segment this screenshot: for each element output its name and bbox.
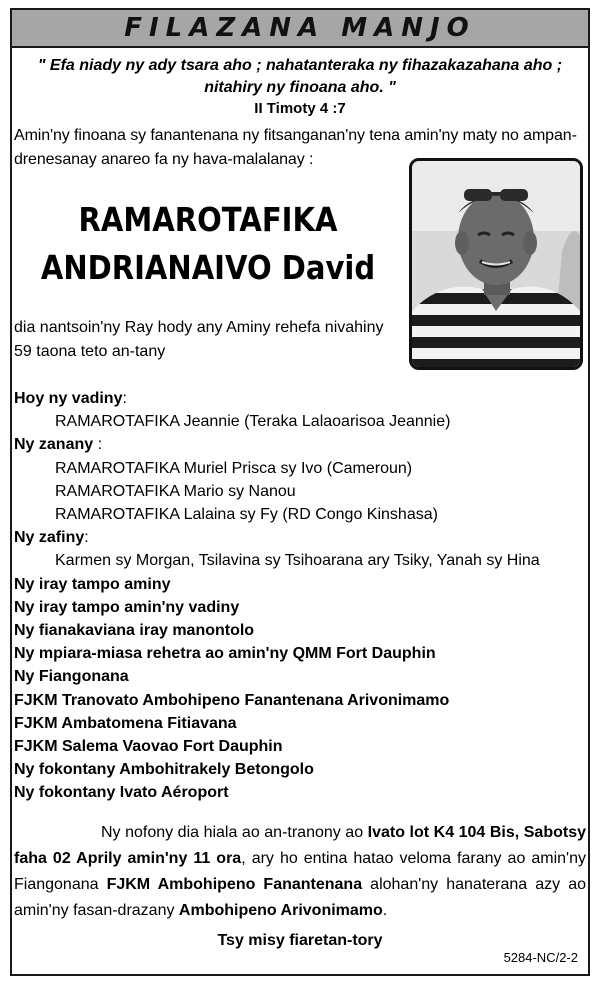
spouse-label: Hoy ny vadiny: [14, 390, 123, 407]
other-mourner: Ny mpiara-miasa rehetra ao amin'ny QMM Fort Dauphin: [14, 645, 436, 663]
other-mourner: Ny Fiangonana: [14, 668, 129, 686]
children-heading: [14, 433, 590, 456]
other-mourner: Ny fokontany Ivato Aéroport: [14, 784, 229, 802]
family-list: [14, 387, 590, 805]
reference-code: 5284-NC/2-2: [503, 950, 578, 965]
death-line-2: 59 taona teto an-tany: [14, 343, 166, 360]
grandchildren-separator: :: [84, 529, 89, 547]
other-mourner: Ny fianakaviana iray manontolo: [14, 622, 255, 640]
spouse-name: RAMAROTAFIKA Jeannie (Teraka Lalaoarisoa Jeannie): [55, 413, 451, 431]
deceased-given-name: ANDRIANAIVO David: [40, 248, 376, 287]
closing-line: Tsy misy fiaretan-tory: [217, 932, 383, 949]
burial-place: Ambohipeno Arivonimamo: [178, 902, 383, 919]
other-mourner: Ny fokontany Ambohitrakely Betongolo: [14, 761, 314, 779]
grandchildren-heading: [14, 526, 590, 549]
portrait-photo: [409, 158, 583, 370]
quote-line-1: " Efa niady ny ady tsara aho ; nahatanteraka ny fihazakazahana aho ;: [37, 57, 563, 74]
spouse-separator: :: [122, 390, 127, 407]
child-entry: RAMAROTAFIKA Lalaina sy Fy (RD Congo Kinshasa): [55, 506, 438, 524]
other-mourner: FJKM Tranovato Ambohipeno Fanantenana Arivonimamo: [14, 691, 450, 709]
bible-quote: [14, 55, 586, 99]
deceased-name: [37, 196, 378, 292]
children-label: Ny zanany: [14, 436, 94, 454]
intro-line-2: drenesanay anareo fa ny hava-malalanay :: [14, 151, 314, 168]
death-line-1: dia nantsoin'ny Ray hody any Aminy rehefa nivahiny: [14, 319, 384, 336]
child-entry: RAMAROTAFIKA Mario sy Nanou: [55, 482, 296, 500]
funeral-address-date: Ivato lot K4 104 Bis, Sabotsy faha 02 Aprily amin'ny 11 ora: [14, 824, 587, 867]
death-announcement: [14, 316, 404, 364]
intro-line-1: Amin'ny finoana sy fanantenana ny fitsanganan'ny tena amin'ny maty no ampan-: [14, 127, 577, 144]
bible-reference: II Timoty 4 :7: [254, 100, 346, 117]
other-mourner: Ny iray tampo amin'ny vadiny: [14, 598, 240, 616]
deceased-surname: RAMAROTAFIKA: [78, 200, 338, 239]
quote-line-2: nitahiry ny finoana aho. ": [204, 79, 396, 96]
notice-title: FILAZANA MANJO: [124, 13, 476, 43]
other-mourner: FJKM Salema Vaovao Fort Dauphin: [14, 738, 283, 756]
child-entry: RAMAROTAFIKA Muriel Prisca sy Ivo (Cameroun): [55, 459, 413, 477]
grandchildren-label: Ny zafiny: [14, 529, 85, 547]
funeral-details: Ny nofony dia hiala ao an-tranony ao Ivato lot K4 104 Bis, Sabotsy faha 02 Aprily amin'ny 11 ora, ary ho entina hatao veloma farany ao amin'ny Fiangonana FJKM Ambohipeno Fanantenana alohan'ny hanaterana azy ao amin'ny fasan-drazany Ambohipeno Arivonimamo.: [14, 824, 587, 919]
other-mourner: Ny iray tampo aminy: [14, 575, 171, 593]
grandchildren-names: Karmen sy Morgan, Tsilavina sy Tsihoarana ary Tsiky, Yanah sy Hina: [55, 552, 540, 570]
children-separator: :: [93, 436, 103, 454]
notice-header: [10, 8, 590, 48]
other-mourner: FJKM Ambatomena Fitiavana: [14, 714, 237, 732]
funeral-church: FJKM Ambohipeno Fanantenana: [106, 876, 363, 893]
spouse-heading: [14, 387, 590, 410]
